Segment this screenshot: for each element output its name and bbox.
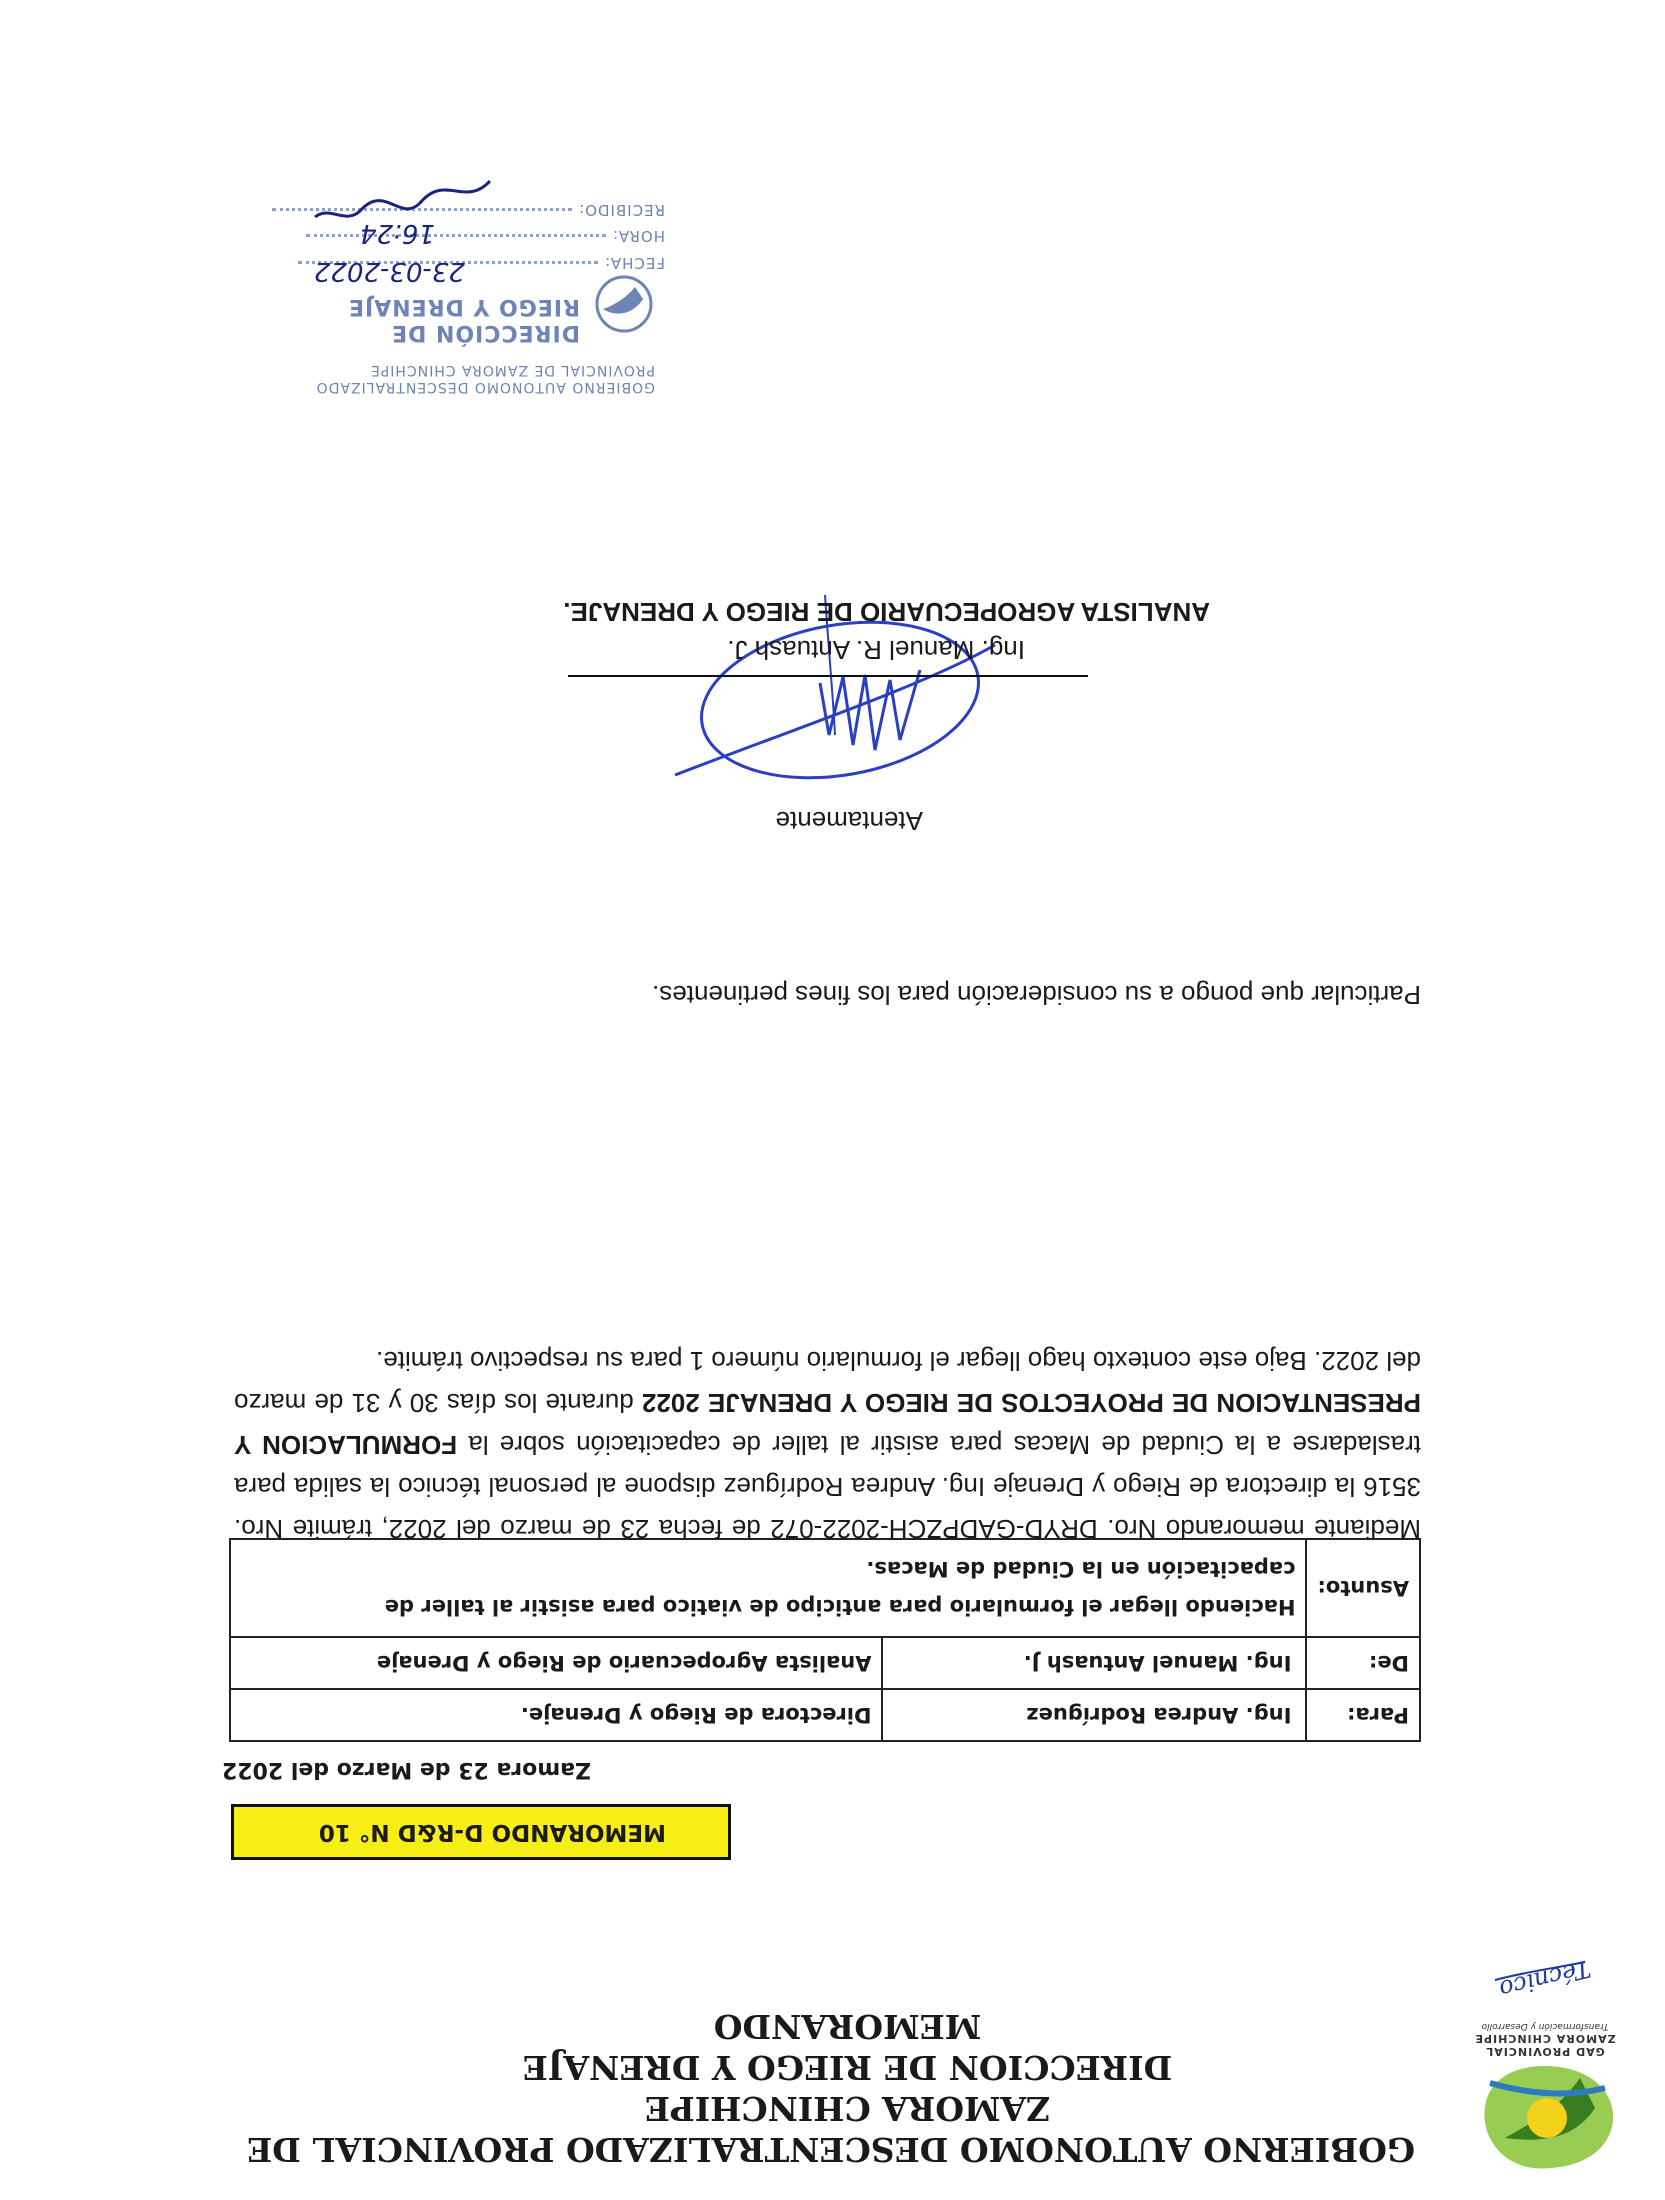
stamp-header (316, 361, 655, 395)
stamp-dept-line1: DIRECCIÓN DE (391, 320, 580, 345)
stamp-handwriting (295, 163, 585, 303)
received-stamp (225, 135, 665, 395)
de-name: Ing. Manuel Antuash J. (882, 1637, 1306, 1689)
stamp-line1: GOBIERNO AUTONOMO DESCENTRALIZADO (315, 379, 655, 395)
signer-name: Ing. Manuel R. Antuash J. (727, 635, 1025, 665)
logo-caption-line2: ZAMORA CHINCHIPE (1474, 2032, 1616, 2045)
date-line: Zamora 23 de Marzo del 2022 (221, 1757, 591, 1782)
gad-provincial-logo (1475, 2060, 1625, 2178)
logo-caption (1465, 2019, 1625, 2058)
document-header (247, 2006, 1415, 2170)
para-name: Ing. Andrea Rodríguez (882, 1689, 1306, 1741)
header-line3: DIRECCION DE RIEGO Y DRENAJE (522, 2048, 1173, 2087)
stamp-recibido-label: RECIBIDO: (578, 201, 665, 219)
header-line2: ZAMORA CHINCHIPE (644, 2089, 1051, 2128)
table-row (230, 1637, 1420, 1689)
stamp-fecha-label: FECHA: (604, 254, 665, 272)
stamp-hora-label: HORA: (612, 227, 665, 245)
header-line4: MEMORANDO (713, 2007, 982, 2046)
closing-text: Atentamente (775, 806, 923, 836)
signer-title: ANALISTA AGROPECUARIO DE RIEGO Y DRENAJE. (563, 597, 1210, 627)
workshop-title: FORMULACION Y PRESENTACION DE PROYECTOS DE RIEGO Y DRENAJE 2022 (234, 1388, 1421, 1460)
stamp-line2: PROVINCIAL DE ZAMORA CHINCHIPE (369, 362, 655, 378)
table-row (230, 1689, 1420, 1741)
signature-line (568, 675, 1088, 677)
stamp-seal-icon (593, 273, 655, 335)
svg-text:Técnico: Técnico (1496, 1954, 1594, 2004)
header-line1: GOBIERNO AUTONOMO DESCENTRALIZADO PROVINCIAL DE (247, 2130, 1415, 2169)
body-text-b: durante los días 30 y 31 de marzo del 2022. Bajo este contexto hago llegar el formulario número 1 para su respectivo trámite. (234, 1346, 1421, 1418)
logo-caption-line1: GAD PROVINCIAL (1485, 2045, 1605, 2058)
asunto-label: Asunto: (1306, 1539, 1420, 1637)
stamp-fecha-value: 23-03-2022 (313, 256, 465, 286)
body-paragraph-2: Particular que pongo a su consideración para los fines pertinentes. (652, 980, 1421, 1010)
body-paragraph-1 (234, 1340, 1421, 1550)
handwritten-note (1485, 1948, 1595, 2008)
de-role: Analista Agropecuario de Riego y Drenaje (230, 1637, 882, 1689)
stamp-hora-value: 16:24 (360, 218, 435, 248)
memo-number-box: MEMORANDO D-R&D N° 10 (231, 1804, 731, 1860)
de-label: De: (1306, 1637, 1420, 1689)
table-row (230, 1539, 1420, 1637)
memo-info-table (229, 1538, 1421, 1742)
asunto-text: Haciendo llegar el formulario para anticipo de viatico para asistir al taller de capacitación en la Ciudad de Macas. (230, 1539, 1306, 1637)
para-role: Directora de Riego y Drenaje. (230, 1689, 882, 1741)
stamp-dept-line2: RIEGO Y DRENAJE (347, 294, 580, 319)
body-text-a: Mediante memorando Nro. DRYD-GADPZCH-2022-072 de fecha 23 de marzo del 2022, trámite Nro. 3516 la directora de Riego y Drenaje Ing. Andrea Rodríguez dispone al personal técnico la salida para trasladarse a la Ciudad de Macas para asistir al taller de capacitación sobre la (234, 1430, 1421, 1544)
logo-caption-line3: Transformación y Desarrollo (1481, 2021, 1609, 2031)
para-label: Para: (1306, 1689, 1420, 1741)
